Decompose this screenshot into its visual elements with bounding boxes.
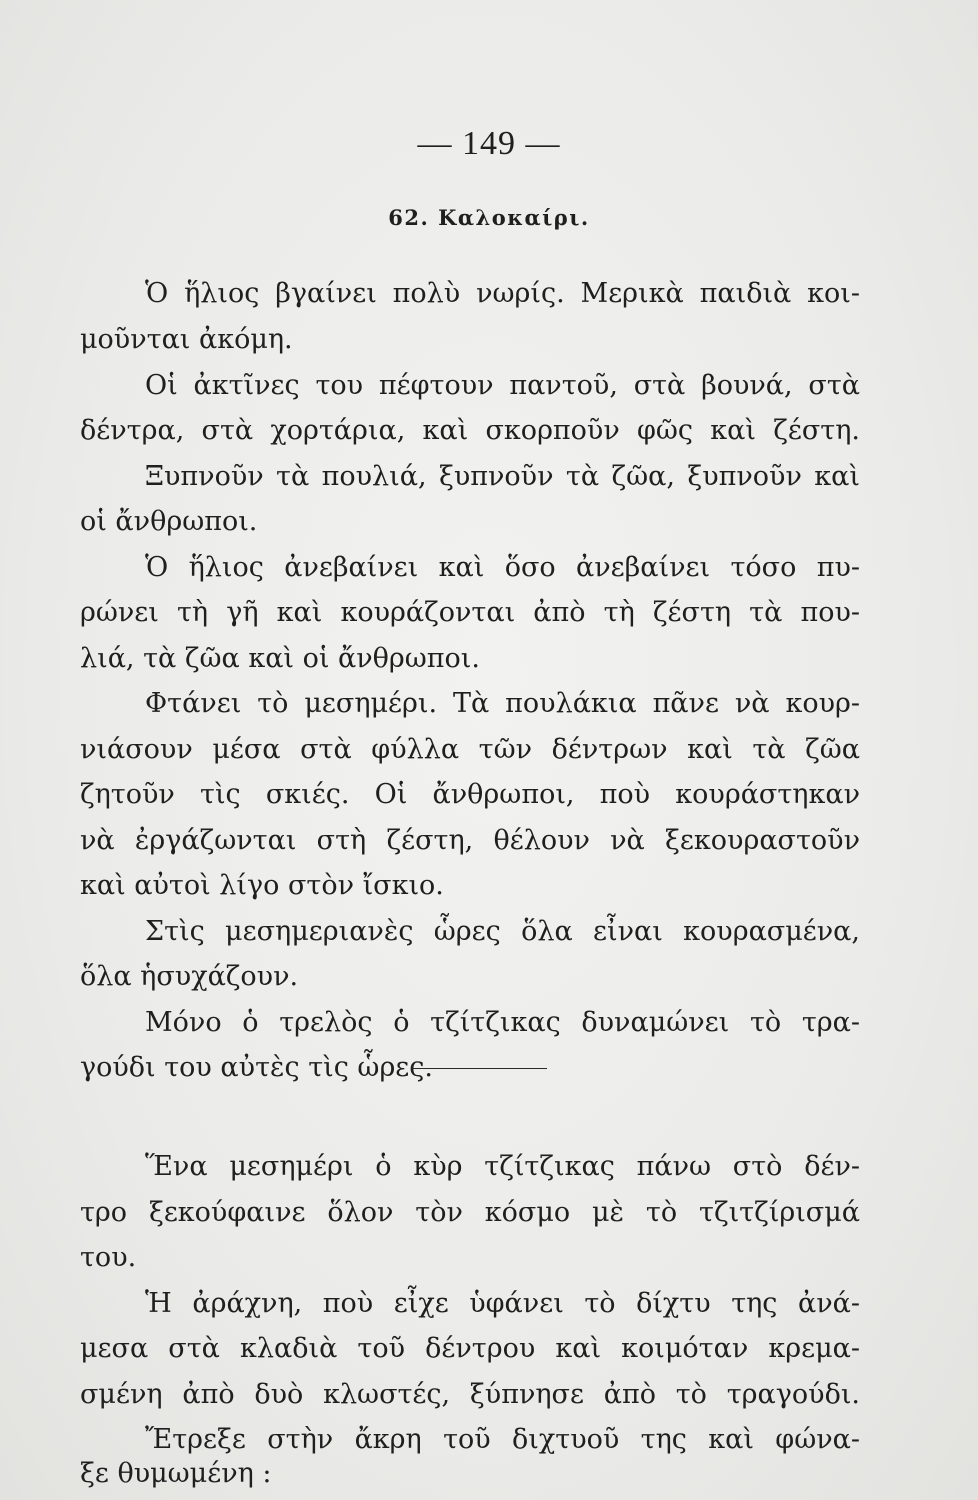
text-line: Ἔτρεξε στὴν ἄκρη τοῦ διχτυοῦ της καὶ φώνα- (145, 1424, 860, 1455)
text-line: σμένη ἀπὸ δυὸ κλωστές, ξύπνησε ἀπὸ τὸ τραγούδι. (80, 1379, 860, 1410)
text-line: Οἱ ἀκτῖνες του πέφτουν παντοῦ, στὰ βουνά, στὰ (145, 370, 860, 401)
text-line: Φτάνει τὸ μεσημέρι. Τὰ πουλάκια πᾶνε νὰ κουρ- (145, 688, 860, 719)
section-divider (412, 1068, 547, 1069)
text-line: Ξυπνοῦν τὰ πουλιά, ξυπνοῦν τὰ ζῶα, ξυπνοῦν καὶ (145, 461, 860, 492)
text-line: γούδι του αὐτὲς τὶς ὧρες. (80, 1052, 434, 1083)
text-line: ξε θυμωμένη : (80, 1458, 272, 1489)
text-line: Στὶς μεσημεριανὲς ὧρες ὅλα εἶναι κουρασμένα, (145, 916, 860, 947)
text-line: ρώνει τὴ γῆ καὶ κουράζονται ἀπὸ τὴ ζέστη τὰ που- (80, 597, 860, 628)
text-line: ὅλα ἡσυχάζουν. (80, 961, 299, 992)
text-line: Ἕνα μεσημέρι ὁ κὺρ τζίτζικας πάνω στὸ δέν- (145, 1151, 860, 1182)
text-line: Ἡ ἀράχνη, ποὺ εἶχε ὑφάνει τὸ δίχτυ της ἀνά- (145, 1288, 860, 1319)
text-line: νὰ ἐργάζωνται στὴ ζέστη, θέλουν νὰ ξεκουραστοῦν (80, 825, 860, 856)
text-line: τρο ξεκούφαινε ὅλον τὸν κόσμο μὲ τὸ τζιτζίρισμά (80, 1197, 860, 1228)
text-line: Ὁ ἥλιος βγαίνει πολὺ νωρίς. Μερικὰ παιδιὰ κοι- (145, 278, 860, 309)
page-number: — 149 — (417, 125, 561, 162)
text-line: λιά, τὰ ζῶα καὶ οἱ ἄνθρωποι. (80, 643, 480, 674)
text-line: ζητοῦν τὶς σκιές. Οἱ ἄνθρωποι, ποὺ κουράστηκαν (80, 779, 860, 810)
section-heading: 62. Καλοκαίρι. (388, 205, 590, 230)
text-line: Μόνο ὁ τρελὸς ὁ τζίτζικας δυναμώνει τὸ τρα- (145, 1007, 860, 1038)
text-line: νιάσουν μέσα στὰ φύλλα τῶν δέντρων καὶ τὰ ζῶα (80, 734, 860, 765)
text-line: Ὁ ἥλιος ἀνεβαίνει καὶ ὅσο ἀνεβαίνει τόσο πυ- (145, 552, 860, 583)
text-line: μεσα στὰ κλαδιὰ τοῦ δέντρου καὶ κοιμόταν κρεμα- (80, 1333, 860, 1364)
text-line: δέντρα, στὰ χορτάρια, καὶ σκορποῦν φῶς καὶ ζέστη. (80, 415, 860, 446)
text-line: καὶ αὐτοὶ λίγο στὸν ἴσκιο. (80, 870, 444, 901)
text-line: του. (80, 1242, 137, 1273)
text-line: οἱ ἄνθρωποι. (80, 506, 258, 537)
text-line: μοῦνται ἀκόμη. (80, 324, 293, 355)
